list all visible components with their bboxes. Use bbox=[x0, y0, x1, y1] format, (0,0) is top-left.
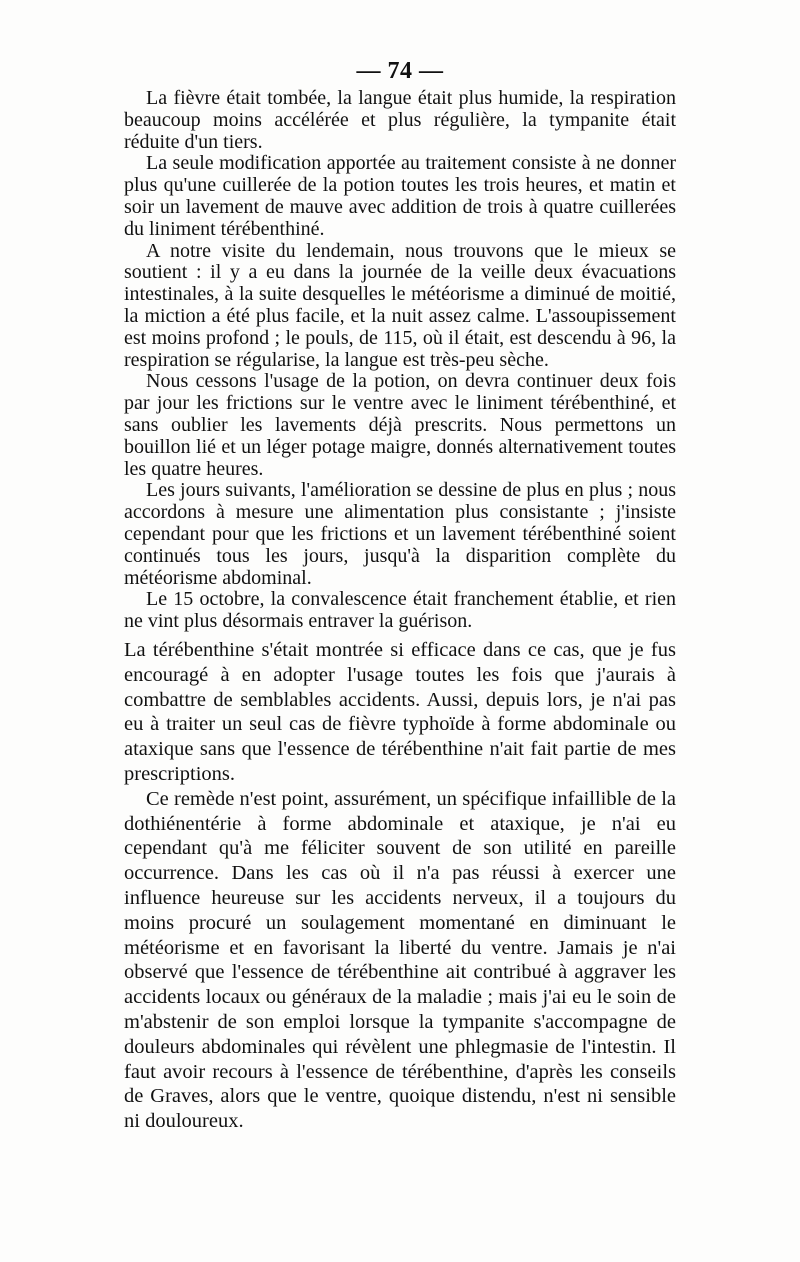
case-note-paragraph: A notre visite du lendemain, nous trouvons que le mieux se soutient : il y a eu dans la journée de la veille deux évacuations intestinales, à la suite desquelles le météorisme a diminué de moitié, la miction a été plus facile, et la nuit assez calme. L'assoupissement est moins profond ; le pouls, de 115, où il était, est descendu à 96, la respiration se régularise, la langue est très-peu sèche. bbox=[124, 239, 676, 371]
main-paragraph: La térébenthine s'était montrée si efficace dans ce cas, que je fus encouragé à en adopter l'usage toutes les fois que j'aurais à combattre de semblables accidents. Aussi, depuis lors, je n'ai pas eu à traiter un seul cas de fièvre typhoïde à forme abdominale ou ataxique sans que l'essence de térébenthine n'ait fait partie de mes prescriptions. bbox=[124, 639, 676, 785]
page-number: — 74 — bbox=[356, 58, 444, 84]
case-note-paragraph: Les jours suivants, l'amélioration se dessine de plus en plus ; nous accordons à mesure une alimentation plus consistante ; j'insiste cependant pour que les frictions et un lavement térébenthiné soient continués tous les jours, jusqu'à la disparition complète du météorisme abdominal. bbox=[124, 479, 676, 589]
case-note-paragraph: Le 15 octobre, la convalescence était franchement établie, et rien ne vint plus désormais entraver la guérison. bbox=[124, 588, 676, 633]
case-note-paragraph: Nous cessons l'usage de la potion, on devra continuer deux fois par jour les frictions sur le ventre avec le liniment térébenthiné, et sans oublier les lavements déjà prescrits. Nous permettons un bouillon lié et un léger potage maigre, donnés alternativement toutes les quatre heures. bbox=[124, 370, 676, 480]
case-note-paragraph: La seule modification apportée au traitement consiste à ne donner plus qu'une cuillerée de la potion toutes les trois heures, et matin et soir un lavement de mauve avec addition de trois à quatre cuillerées du liniment térébenthiné. bbox=[124, 152, 676, 240]
main-paragraph: Ce remède n'est point, assurément, un spécifique infaillible de la dothiénentérie à forme abdominale et ataxique, je n'ai eu cependant qu'à me féliciter souvent de son utilité en pareille occurrence. Dans les cas où il n'a pas réussi à exercer une influence heureuse sur les accidents nerveux, il a toujours du moins procuré un soulagement momentané en diminuant le météorisme et en favorisant la liberté du ventre. Jamais je n'ai observé que l'essence de térébenthine ait contribué à aggraver les accidents locaux ou généraux de la maladie ; mais j'ai eu le soin de m'abstenir de son emploi lorsque la tympanite s'accompagne de douleurs abdominales qui révèlent une phlegmasie de l'intestin. Il faut avoir recours à l'essence de térébenthine, d'après les conseils de Graves, alors que le ventre, quoique distendu, n'est ni sensible ni douloureux. bbox=[124, 787, 676, 1133]
case-note-paragraph: La fièvre était tombée, la langue était plus humide, la respiration beaucoup moins accélérée et plus régulière, la tympanite était réduite d'un tiers. bbox=[124, 87, 676, 153]
main-text bbox=[124, 638, 676, 1134]
case-notes bbox=[124, 88, 676, 633]
